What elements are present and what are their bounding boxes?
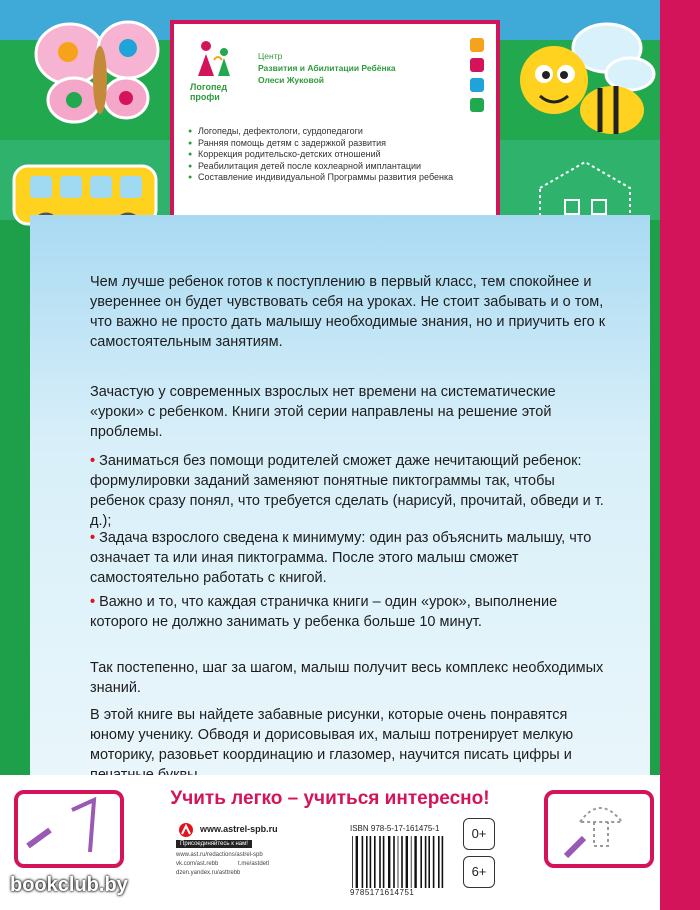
telegram-link[interactable]: t.me/astdetl [238, 861, 270, 867]
bullet-icon: • [90, 530, 96, 546]
logopedprofi-ad-card [170, 20, 500, 245]
bullet-icon: • [90, 453, 96, 469]
service-item: ● Составление индивидуальной Программы развития ребенка [188, 172, 488, 184]
paragraph-3: Так постепенно, шаг за шагом, малыш получит весь комплекс необходимых знаний. [90, 660, 604, 696]
logo-family-icon [192, 38, 240, 78]
heart-icons [470, 38, 484, 118]
magenta-spine-strip [660, 0, 700, 910]
barcode-bar [383, 836, 385, 888]
barcode-bar [433, 836, 435, 888]
barcode-bar [428, 836, 430, 888]
logo-text: Логопед профи [190, 82, 228, 102]
service-item: ● Реабилитация детей после кохлеарной имплантации [188, 161, 488, 173]
publisher-website[interactable]: www.astrel-spb.ru [200, 824, 278, 834]
service-item: ● Ранняя помощь детям с задержкой развития [188, 138, 488, 150]
barcode-bar [366, 836, 368, 888]
bullet-item-1 [90, 451, 610, 531]
barcode-number: 9785171614751 [350, 888, 415, 897]
dzen-link[interactable]: dzen.yandex.ru/asttrebb [176, 870, 241, 876]
isbn-text: ISBN 978-5-17-161475-1 [350, 824, 440, 833]
center-name: Центр Развития и Абилитации Ребёнка Олеси Жуковой [258, 51, 396, 85]
join-us-label: Присоединяйтесь к нам! [176, 840, 252, 848]
heart-icon [470, 98, 484, 112]
barcode-bar [406, 836, 408, 888]
service-item: ● Коррекция родительско-детских отношений [188, 149, 488, 161]
barcode-bar [425, 836, 427, 888]
barcode-bar [374, 836, 376, 888]
bee-illustration [512, 18, 657, 158]
barcode-bar [438, 836, 440, 888]
barcode [350, 836, 448, 888]
heart-icon [470, 38, 484, 52]
barcode-bar [393, 836, 395, 888]
barcode-bar [388, 836, 390, 888]
publisher-link[interactable]: www.ast.ru/redactions/astrel-spb [176, 852, 263, 858]
vk-link[interactable]: vk.com/ast.rebb [176, 861, 219, 867]
services-list [188, 126, 488, 184]
barcode-bar [362, 836, 364, 888]
paragraph-4: В этой книге вы найдете забавные рисунки, которые очень понравятся юному ученику. Обводя и дорисовывая их, малыш потренирует мелкую моторику, разовьет координацию и глазомер, научится писать цифры и [90, 707, 574, 763]
barcode-bar [411, 836, 412, 888]
barcode-bar [352, 836, 353, 888]
barcode-bar [414, 836, 416, 888]
astrel-logo-icon [176, 822, 196, 838]
bullet-text: Задача взрослого сведена к минимуму: один раз объяснить малышу, что означает та или иная пиктограмма. После этого малыш сможет самостоятельно работать с книгой. [90, 530, 592, 586]
butterfly-illustration [28, 18, 163, 133]
bullet-item-2 [90, 528, 610, 588]
barcode-bar [379, 836, 381, 888]
age-rating-badge: 0+ [463, 818, 495, 850]
barcode-bar [398, 836, 399, 888]
bullet-item-3 [90, 592, 610, 632]
barcode-bar [401, 836, 403, 888]
service-item: ● Логопеды, дефектологи, сурдопедагоги [188, 126, 488, 138]
paragraph-2: Зачастую у современных взрослых нет времени на систематические «уроки» с ребенком. Книги этой серии направлены на решение этой проблемы. [90, 384, 556, 440]
barcode-bar [370, 836, 372, 888]
heart-icon [470, 78, 484, 92]
barcode-bar [420, 836, 422, 888]
slogan: Учить легко – учиться интересно! [170, 788, 490, 809]
barcode-bar [356, 836, 358, 888]
paragraph-1: Чем лучше ребенок готов к поступлению в первый класс, тем спокойнее и увереннее он будет чувствовать себя на уроках. Не стоит забывать и о том, что важно не просто дать малышу необходимые знания, но и приучить его к самостоятельным занятиям. [90, 274, 606, 350]
bullet-icon: • [90, 594, 96, 610]
heart-icon [470, 58, 484, 72]
bullet-text: Важно и то, что каждая страничка книги – один «урок», выполнение которого не должно занимать у ребенка больше 10 минут. [90, 594, 558, 630]
age-rating-badge: 6+ [463, 856, 495, 888]
barcode-bar [442, 836, 444, 888]
watermark: bookclub.by [10, 874, 128, 896]
bullet-text: Заниматься без помощи родителей сможет даже нечитающий ребенок: формулировки заданий заменяют понятные пиктограммы так, чтобы ребенок сразу понял, что требуется сделать (нарисуй, прочитай, обведи и т. д.); [90, 453, 604, 529]
notebook-mushroom-illustration [540, 786, 660, 872]
